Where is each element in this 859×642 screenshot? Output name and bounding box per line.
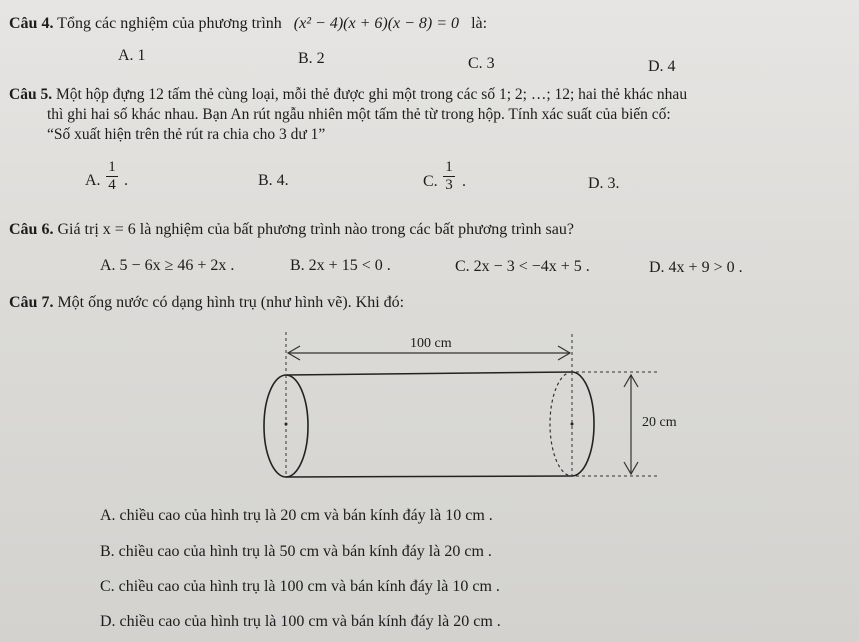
q5-option-c-label: C. xyxy=(423,173,438,190)
question-7-label: Câu 7. xyxy=(9,294,54,311)
q5-option-c-denominator: 3 xyxy=(445,177,453,193)
q5-option-a-numerator: 1 xyxy=(108,159,116,175)
question-4-suffix: là: xyxy=(471,15,488,32)
q7-option-c: C. chiều cao của hình trụ là 100 cm và bán kính đáy là 10 cm . xyxy=(100,578,500,595)
cylinder-bottom-edge xyxy=(286,476,572,477)
cylinder-top-edge xyxy=(286,372,572,375)
question-6-label: Câu 6. xyxy=(9,221,54,238)
question-4-equation: (x² − 4)(x + 6)(x − 8) = 0 xyxy=(293,15,460,32)
q5-option-c-numerator: 1 xyxy=(445,159,453,175)
question-6-text: Giá trị x = 6 là nghiệm của bất phương trình nào trong các bất phương trình sau? xyxy=(57,221,574,238)
cylinder-right-base-front xyxy=(572,372,594,476)
q4-option-d: D. 4 xyxy=(648,58,676,75)
q5-option-b: B. 4. xyxy=(258,172,289,189)
question-4-text: Tổng các nghiệm của phương trình xyxy=(57,15,282,32)
q7-option-d: D. chiều cao của hình trụ là 100 cm và bán kính đáy là 20 cm . xyxy=(100,613,501,630)
question-5-line3: “Số xuất hiện trên thẻ rút ra chia cho 3 dư 1” xyxy=(47,126,326,143)
q7-option-a: A. chiều cao của hình trụ là 20 cm và bán kính đáy là 10 cm . xyxy=(100,507,493,524)
q4-option-b: B. 2 xyxy=(298,50,325,67)
q4-option-c: C. 3 xyxy=(468,55,495,72)
q5-option-a-denominator: 4 xyxy=(108,177,116,193)
q4-option-a: A. 1 xyxy=(118,47,146,64)
question-4-label: Câu 4. xyxy=(9,15,54,32)
cylinder-right-base-back xyxy=(550,372,572,476)
question-5-line2: thì ghi hai số khác nhau. Bạn An rút ngẫu nhiên một tấm thẻ từ trong hộp. Tính xác suất của biến cố: xyxy=(47,106,671,123)
q6-option-b: B. 2x + 15 < 0 . xyxy=(290,257,391,274)
q5-option-d: D. 3. xyxy=(588,175,620,192)
q5-option-a-label: A. xyxy=(85,172,101,189)
length-label: 100 cm xyxy=(410,336,452,351)
q7-option-b: B. chiều cao của hình trụ là 50 cm và bán kính đáy là 20 cm . xyxy=(100,543,492,560)
q6-option-d: D. 4x + 9 > 0 . xyxy=(649,259,743,276)
q6-option-c: C. 2x − 3 < −4x + 5 . xyxy=(455,258,590,275)
question-5-text-1: Một hộp đựng 12 tấm thẻ cùng loại, mỗi thẻ được ghi một trong các số 1; 2; …; 12; hai thẻ khác nhau xyxy=(55,86,688,103)
question-7-text: Một ống nước có dạng hình trụ (như hình vẽ). Khi đó: xyxy=(57,294,405,311)
q6-option-a: A. 5 − 6x ≥ 46 + 2x . xyxy=(100,257,235,274)
question-5-label: Câu 5. xyxy=(9,86,53,103)
height-label: 20 cm xyxy=(642,415,677,430)
